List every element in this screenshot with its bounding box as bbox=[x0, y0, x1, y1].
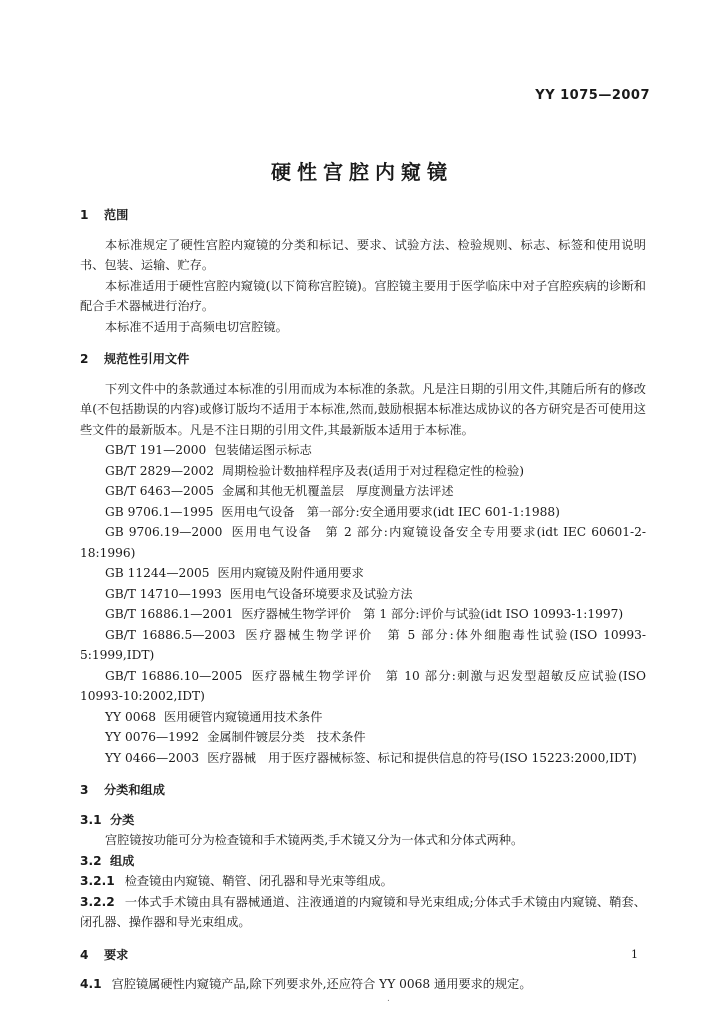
section-number: 2 bbox=[80, 352, 89, 366]
standard-code: YY 1075—2007 bbox=[535, 88, 650, 103]
section-number: 4 bbox=[80, 947, 89, 962]
reference-code: GB/T 16886.5—2003 bbox=[105, 627, 236, 642]
section-2-heading bbox=[80, 349, 646, 370]
subsection-number: 3.2 bbox=[80, 853, 102, 868]
reference-code: GB/T 2829—2002 bbox=[105, 463, 215, 478]
paragraph: 本标准不适用于高频电切宫腔镜。 bbox=[105, 319, 288, 334]
reference-title: 周期检验计数抽样程序及表(适用于对过程稳定性的检验) bbox=[222, 463, 525, 478]
reference-title: 医疗器械生物学评价 第 1 部分:评价与试验(idt ISO 10993-1:1997) bbox=[241, 607, 624, 621]
reference-code: GB/T 14710—1993 bbox=[105, 586, 222, 601]
reference-item bbox=[80, 563, 646, 584]
clause-3-2-2 bbox=[80, 892, 646, 933]
paragraph: 宫腔镜按功能可分为检查镜和手术镜两类,手术镜又分为一体式和分体式两种。 bbox=[105, 833, 524, 847]
reference-title: 医用电气设备 第 2 部分:内窥镜设备安全专用要求(idt IEC 60601-2-18:1996) bbox=[80, 525, 646, 560]
paragraph: 下列文件中的条款通过本标准的引用而成为本标准的条款。凡是注日期的引用文件,其随后所有的修改单(不包括勘误的内容)或修订版均不适用于本标准,然而,鼓励根据本标准达成协议的各方研究是否可使用这些文件的最新版本。凡是不注日期的引用文件,其最新版本适用于本标准。 bbox=[80, 381, 646, 437]
clause-text: 一体式手术镜由具有器械通道、注液通道的内窥镜和导光束组成;分体式手术镜由内窥镜、鞘套、闭孔器、操作器和导光束组成。 bbox=[80, 894, 646, 929]
reference-item bbox=[80, 666, 646, 707]
reference-title: 医疗器械 用于医疗器械标签、标记和提供信息的符号(ISO 15223:2000,IDT) bbox=[207, 750, 637, 765]
reference-code: GB 9706.1—1995 bbox=[105, 504, 214, 519]
document-body bbox=[80, 205, 646, 995]
document-title: 硬性宫腔内窥镜 bbox=[271, 160, 453, 184]
reference-code: YY 0076—1992 bbox=[105, 730, 200, 744]
section-number: 3 bbox=[80, 783, 89, 797]
reference-item bbox=[80, 522, 646, 563]
reference-title: 金属和其他无机覆盖层 厚度测量方法评述 bbox=[222, 484, 454, 498]
section-1-heading bbox=[80, 205, 646, 226]
reference-title: 医疗器械生物学评价 第 5 部分:体外细胞毒性试验(ISO 10993-5:1999,IDT) bbox=[80, 627, 647, 662]
reference-code: YY 0466—2003 bbox=[105, 750, 200, 765]
subsection-number: 3.1 bbox=[80, 812, 102, 827]
paragraph: 本标准规定了硬性宫腔内窥镜的分类和标记、要求、试验方法、检验规则、标志、标签和使用说明书、包装、运输、贮存。 bbox=[80, 237, 646, 272]
paragraph: 本标准适用于硬性宫腔内窥镜(以下简称宫腔镜)。宫腔镜主要用于医学临床中对子宫腔疾病的诊断和配合手术器械进行治疗。 bbox=[80, 278, 646, 313]
reference-code: GB 11244—2005 bbox=[105, 566, 210, 580]
reference-title: 医用电气设备 第一部分:安全通用要求(idt IEC 601-1:1988) bbox=[221, 504, 560, 519]
reference-title: 医用硬管内窥镜通用技术条件 bbox=[163, 709, 323, 724]
clause-number: 3.2.1 bbox=[80, 874, 115, 888]
clause-4-1 bbox=[80, 974, 646, 995]
reference-item bbox=[80, 584, 646, 605]
reference-item bbox=[80, 481, 646, 502]
reference-code: GB 9706.19—2000 bbox=[105, 525, 223, 539]
reference-title: 医用电气设备环境要求及试验方法 bbox=[229, 586, 413, 601]
section-number: 1 bbox=[80, 208, 89, 222]
reference-item bbox=[80, 748, 646, 769]
reference-item bbox=[80, 727, 646, 748]
reference-item bbox=[80, 604, 646, 625]
page-number: 1 bbox=[631, 948, 638, 961]
section-title: 分类和组成 bbox=[104, 783, 165, 797]
reference-code: GB/T 16886.1—2001 bbox=[105, 607, 234, 621]
reference-item bbox=[80, 707, 646, 728]
reference-code: GB/T 191—2000 bbox=[105, 443, 207, 457]
clause-text: 检查镜由内窥镜、鞘管、闭孔器和导光束等组成。 bbox=[124, 874, 393, 888]
reference-code: YY 0068 bbox=[105, 709, 156, 724]
reference-title: 金属制件镀层分类 技术条件 bbox=[207, 730, 366, 744]
reference-title: 医疗器械生物学评价 第 10 部分:刺激与迟发型超敏反应试验(ISO 10993-10:2002,IDT) bbox=[80, 668, 646, 703]
reference-title: 医用内窥镜及附件通用要求 bbox=[217, 566, 364, 580]
reference-item bbox=[80, 502, 646, 523]
section-3-1-heading bbox=[80, 810, 646, 831]
reference-code: GB/T 16886.10—2005 bbox=[105, 668, 243, 683]
clause-number: 3.2.2 bbox=[80, 894, 115, 909]
reference-item bbox=[80, 461, 646, 482]
section-3-2-heading bbox=[80, 851, 646, 872]
section-title: 规范性引用文件 bbox=[104, 352, 190, 366]
clause-text: 宫腔镜属硬性内窥镜产品,除下列要求外,还应符合 YY 0068 通用要求的规定。 bbox=[111, 977, 532, 991]
reference-item bbox=[80, 440, 646, 461]
clause-number: 4.1 bbox=[80, 977, 102, 991]
reference-code: GB/T 6463—2005 bbox=[105, 484, 215, 498]
reference-title: 包装储运图示标志 bbox=[214, 443, 312, 457]
footer-dot: . bbox=[387, 994, 390, 1004]
section-4-heading bbox=[80, 945, 646, 966]
subsection-title: 组成 bbox=[110, 853, 135, 868]
section-title: 范围 bbox=[104, 208, 129, 222]
subsection-title: 分类 bbox=[110, 812, 135, 827]
reference-item bbox=[80, 625, 646, 666]
section-3-heading bbox=[80, 780, 646, 801]
clause-3-2-1 bbox=[80, 871, 646, 892]
section-title: 要求 bbox=[104, 947, 129, 962]
